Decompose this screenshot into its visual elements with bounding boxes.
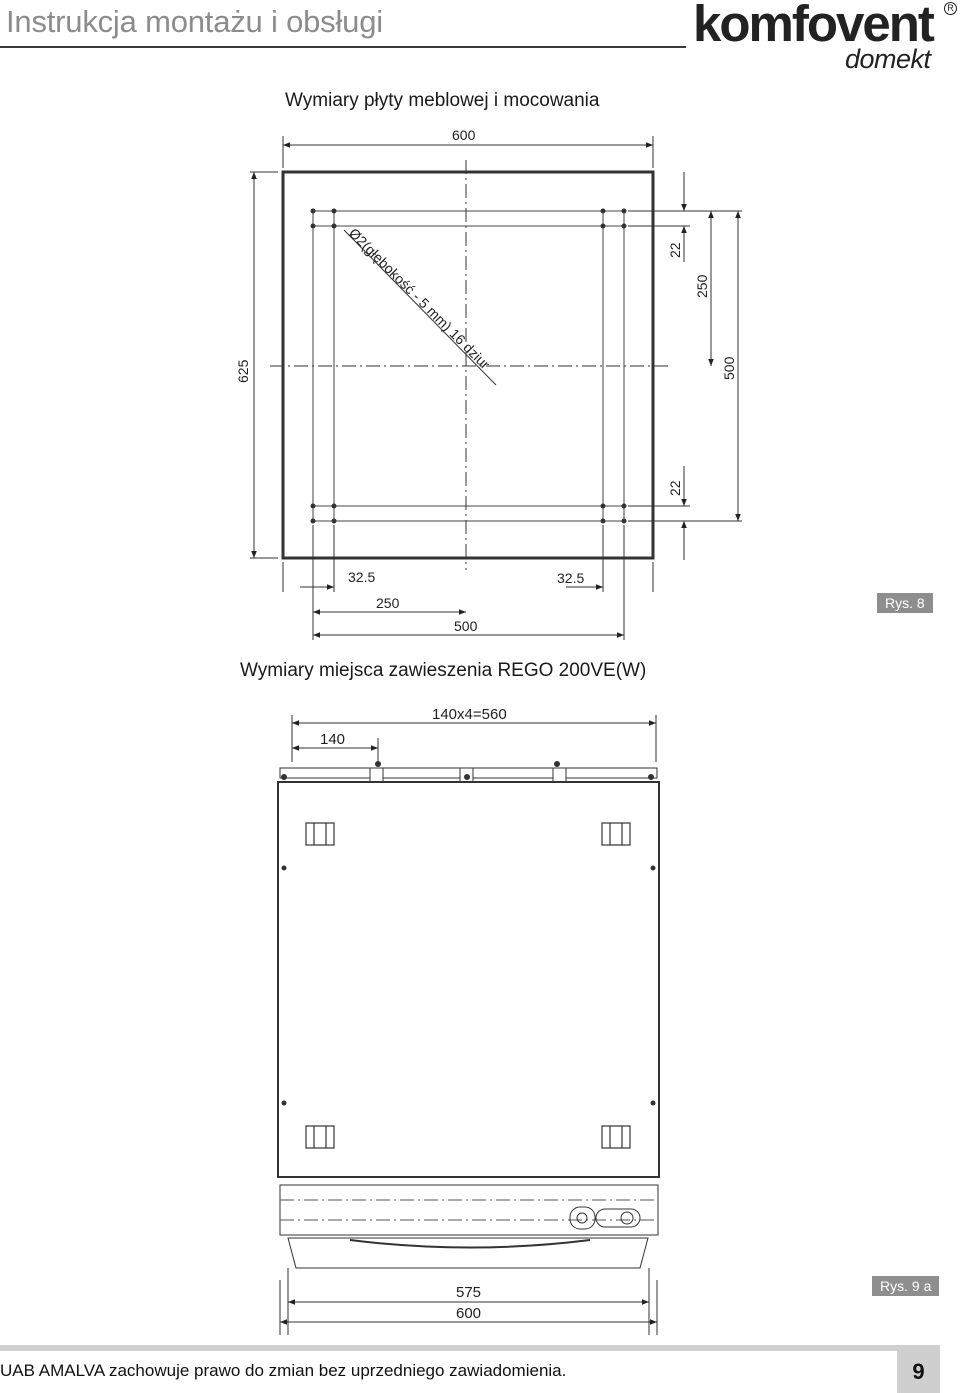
dim-left-height: 625 <box>235 359 251 383</box>
brand-logo-subtitle: domekt <box>845 44 931 74</box>
dim-bottom-left-offset: 32.5 <box>348 569 376 585</box>
brand-logo: komfovent <box>693 0 933 52</box>
figure-9a-title: Wymiary miejsca zawieszenia REGO 200VE(W) <box>240 660 647 681</box>
figure-8-label: Rys. 8 <box>877 593 933 613</box>
board-outline <box>283 172 653 558</box>
dim-top-width: 600 <box>452 127 476 143</box>
dim-right-top-gap: 22 <box>667 242 683 258</box>
footer-divider <box>0 1345 940 1351</box>
dim-inner-width: 575 <box>456 1284 482 1301</box>
document-header-title: Instrukcja montażu i obsługi <box>6 4 383 39</box>
page-number: 9 <box>897 1350 940 1393</box>
dim-bottom-half: 250 <box>376 595 400 611</box>
dim-total-pitch: 140x4=560 <box>432 706 507 723</box>
hole-note-text: Ø2(głębokość - 5 mm) 16 dziur <box>345 224 494 373</box>
dim-outer-width: 600 <box>456 1305 482 1322</box>
unit-base <box>288 1238 648 1268</box>
dim-single-pitch: 140 <box>320 731 346 748</box>
mounting-board-drawing <box>0 0 960 660</box>
control-panel <box>280 1185 658 1235</box>
unit-hanging-drawing <box>0 690 960 1350</box>
registered-mark-icon: R <box>944 2 957 15</box>
figure-8-title: Wymiary płyty meblowej i mocowania <box>285 90 600 111</box>
dim-bottom-full: 500 <box>454 618 478 634</box>
figure-9a-label: Rys. 9 a <box>872 1276 939 1296</box>
dim-right-half: 250 <box>694 274 710 298</box>
footer-disclaimer: UAB AMALVA zachowuje prawo do zmian bez uprzedniego zawiadomienia. <box>0 1361 567 1380</box>
dim-right-bottom-gap: 22 <box>667 480 683 496</box>
dim-right-full: 500 <box>721 356 737 380</box>
dim-bottom-right-offset: 32.5 <box>557 570 585 586</box>
